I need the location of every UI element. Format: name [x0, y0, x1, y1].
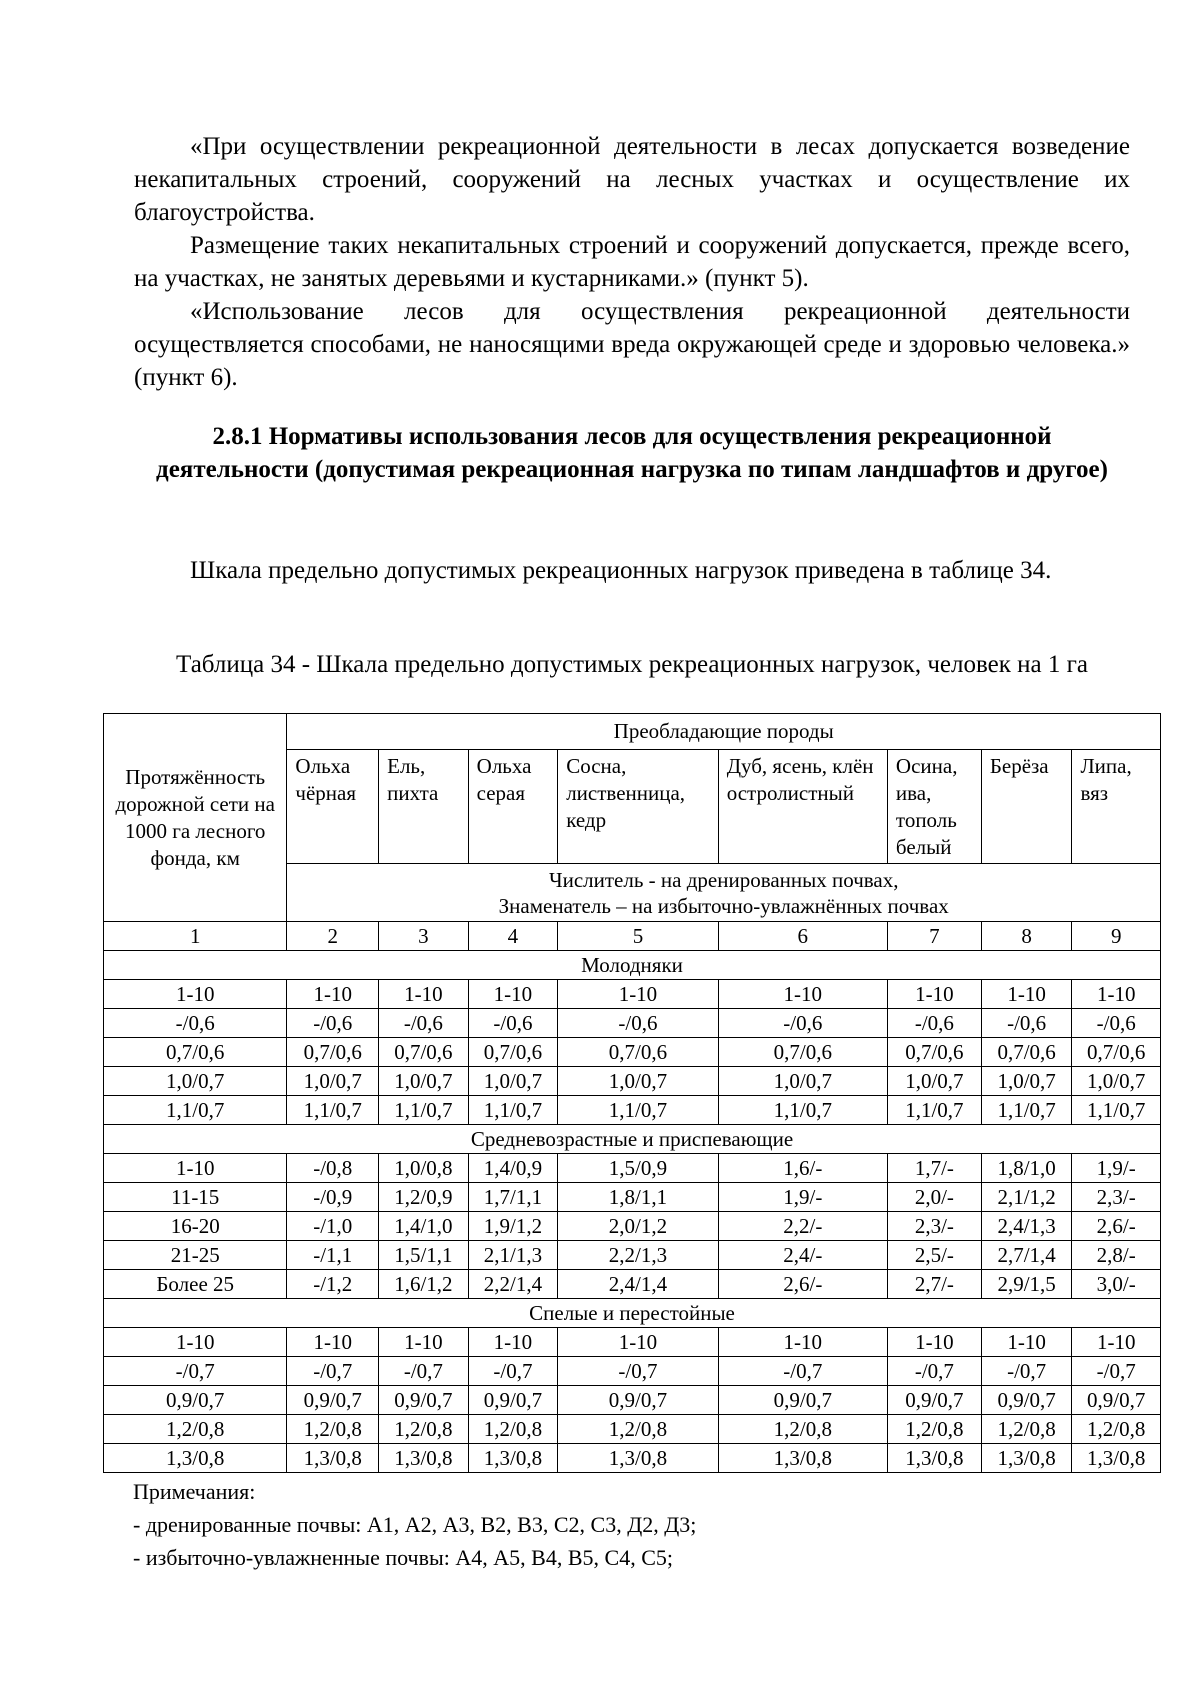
column-number: 9: [1072, 922, 1161, 951]
load-value-cell: 1,2/0,8: [718, 1415, 887, 1444]
load-value-cell: 1,2/0,8: [887, 1415, 981, 1444]
load-value-cell: -/0,6: [718, 1009, 887, 1038]
load-value-cell: 1-10: [558, 1328, 719, 1357]
column-number: 1: [104, 922, 287, 951]
load-value-cell: 1,3/0,8: [1072, 1444, 1161, 1473]
load-value-cell: 1-10: [1072, 980, 1161, 1009]
load-value-cell: -/1,0: [287, 1212, 379, 1241]
road-density-cell: 21-25: [104, 1241, 287, 1270]
load-value-cell: 1,0/0,7: [468, 1067, 558, 1096]
section-title: Средневозрастные и приспевающие: [104, 1125, 1161, 1154]
load-value-cell: 1,2/0,8: [379, 1415, 469, 1444]
load-value-cell: 0,7/0,6: [287, 1038, 379, 1067]
stub-header: Протяжённость дорожной сети на 1000 га лесного фонда, км: [104, 714, 287, 922]
load-value-cell: 1,1/0,7: [981, 1096, 1072, 1125]
load-value-cell: 2,3/-: [887, 1212, 981, 1241]
table-row: [104, 1328, 1161, 1357]
load-value-cell: -/0,7: [468, 1357, 558, 1386]
section-title: Молодняки: [104, 951, 1161, 980]
load-value-cell: -/0,7: [1072, 1357, 1161, 1386]
load-value-cell: 1-10: [468, 1328, 558, 1357]
load-value-cell: 0,7/0,6: [981, 1038, 1072, 1067]
notes-title: Примечания:: [133, 1479, 256, 1504]
table-row: [104, 1444, 1161, 1473]
road-density-cell: 1-10: [104, 1154, 287, 1183]
load-value-cell: -/0,7: [981, 1357, 1072, 1386]
load-value-cell: 0,9/0,7: [558, 1386, 719, 1415]
species-header: Сосна, лиственница, кедр: [558, 750, 719, 864]
load-value-cell: 2,7/1,4: [981, 1241, 1072, 1270]
road-density-cell: 1,2/0,8: [104, 1415, 287, 1444]
load-value-cell: 1-10: [558, 980, 719, 1009]
section-row: [104, 1125, 1161, 1154]
load-value-cell: 1-10: [981, 1328, 1072, 1357]
load-value-cell: 1,4/1,0: [379, 1212, 469, 1241]
load-value-cell: 2,4/-: [718, 1241, 887, 1270]
table-row: [104, 1009, 1161, 1038]
load-value-cell: 1,3/0,8: [287, 1444, 379, 1473]
load-value-cell: -/0,6: [468, 1009, 558, 1038]
road-density-cell: 1-10: [104, 980, 287, 1009]
load-value-cell: 1,0/0,7: [981, 1067, 1072, 1096]
load-value-cell: -/1,2: [287, 1270, 379, 1299]
load-value-cell: 2,7/-: [887, 1270, 981, 1299]
load-value-cell: 1,5/0,9: [558, 1154, 719, 1183]
load-value-cell: 1,6/-: [718, 1154, 887, 1183]
legend-denominator: Знаменатель – на избыточно-увлажнённых почвах: [498, 893, 949, 918]
species-header: Ольха чёрная: [287, 750, 379, 864]
road-density-cell: -/0,6: [104, 1009, 287, 1038]
load-value-cell: -/0,7: [558, 1357, 719, 1386]
paragraph-2: Размещение таких некапитальных строений и сооружений допускается, прежде всего, на участках, не занятых деревьями и кустарниками.» (пункт 5).: [134, 232, 1130, 292]
table-row: [104, 1212, 1161, 1241]
table-row: [104, 1415, 1161, 1444]
table-row: [104, 1357, 1161, 1386]
load-value-cell: 0,7/0,6: [468, 1038, 558, 1067]
load-value-cell: 1-10: [287, 980, 379, 1009]
load-value-cell: 1-10: [718, 980, 887, 1009]
legend-numerator: Числитель - на дренированных почвах,: [548, 867, 899, 892]
load-value-cell: 1,5/1,1: [379, 1241, 469, 1270]
column-number: 8: [981, 922, 1072, 951]
load-value-cell: 1,0/0,7: [1072, 1067, 1161, 1096]
load-value-cell: -/0,9: [287, 1183, 379, 1212]
road-density-cell: 1,0/0,7: [104, 1067, 287, 1096]
load-value-cell: 1-10: [379, 980, 469, 1009]
load-value-cell: 1-10: [1072, 1328, 1161, 1357]
column-number: 5: [558, 922, 719, 951]
load-value-cell: -/0,8: [287, 1154, 379, 1183]
load-value-cell: 2,5/-: [887, 1241, 981, 1270]
note-item: - дренированные почвы: А1, А2, А3, В2, В3, С2, С3, Д2, Д3;: [133, 1512, 697, 1537]
road-density-cell: -/0,7: [104, 1357, 287, 1386]
load-value-cell: 1,0/0,7: [718, 1067, 887, 1096]
load-value-cell: 1,8/1,1: [558, 1183, 719, 1212]
species-header: Берёза: [981, 750, 1072, 864]
load-value-cell: 1,2/0,8: [981, 1415, 1072, 1444]
load-value-cell: 0,9/0,7: [379, 1386, 469, 1415]
load-value-cell: 1,1/0,7: [558, 1096, 719, 1125]
load-value-cell: -/0,6: [1072, 1009, 1161, 1038]
load-value-cell: 1,9/-: [1072, 1154, 1161, 1183]
load-value-cell: 1,1/0,7: [379, 1096, 469, 1125]
column-number: 7: [887, 922, 981, 951]
section-row: [104, 951, 1161, 980]
load-value-cell: 2,2/1,4: [468, 1270, 558, 1299]
load-value-cell: 0,7/0,6: [718, 1038, 887, 1067]
load-value-cell: 2,6/-: [718, 1270, 887, 1299]
load-value-cell: 1,3/0,8: [981, 1444, 1072, 1473]
paragraph-1: «При осуществлении рекреационной деятельности в лесах допускается возведение некапитальных строений, сооружений на лесных участках и осуществление их благоустройства.: [134, 133, 1130, 226]
load-value-cell: 2,2/1,3: [558, 1241, 719, 1270]
load-value-cell: 1,3/0,8: [718, 1444, 887, 1473]
load-value-cell: 1,3/0,8: [379, 1444, 469, 1473]
load-value-cell: -/0,7: [379, 1357, 469, 1386]
table-caption: Таблица 34 - Шкала предельно допустимых рекреационных нагрузок, человек на 1 га: [176, 651, 1088, 678]
load-value-cell: 1-10: [887, 980, 981, 1009]
load-value-cell: 3,0/-: [1072, 1270, 1161, 1299]
load-value-cell: 2,0/1,2: [558, 1212, 719, 1241]
table-body: [104, 714, 1161, 1473]
column-number: 6: [718, 922, 887, 951]
section-heading: 2.8.1 Нормативы использования лесов для осуществления рекреационной деятельности (допустимая рекреационная нагрузка по типам ландшафтов и другое): [156, 423, 1108, 483]
load-value-cell: 0,9/0,7: [887, 1386, 981, 1415]
column-number: 3: [379, 922, 469, 951]
load-value-cell: 1,6/1,2: [379, 1270, 469, 1299]
load-value-cell: 1,8/1,0: [981, 1154, 1072, 1183]
load-value-cell: 0,9/0,7: [981, 1386, 1072, 1415]
load-value-cell: -/0,6: [981, 1009, 1072, 1038]
section-title: Спелые и перестойные: [104, 1299, 1161, 1328]
load-value-cell: 1,4/0,9: [468, 1154, 558, 1183]
section-row: [104, 1299, 1161, 1328]
load-value-cell: 1-10: [887, 1328, 981, 1357]
column-number-row: [104, 922, 1161, 951]
load-value-cell: 1,3/0,8: [887, 1444, 981, 1473]
load-value-cell: 1,2/0,8: [1072, 1415, 1161, 1444]
species-header: Осина, ива, тополь белый: [887, 750, 981, 864]
load-value-cell: 1,7/1,1: [468, 1183, 558, 1212]
load-value-cell: 1,3/0,8: [558, 1444, 719, 1473]
load-value-cell: 1,2/0,8: [558, 1415, 719, 1444]
road-density-cell: 16-20: [104, 1212, 287, 1241]
table-row: [104, 1067, 1161, 1096]
load-value-cell: 1,2/0,8: [287, 1415, 379, 1444]
species-header: Липа, вяз: [1072, 750, 1161, 864]
load-value-cell: 0,7/0,6: [379, 1038, 469, 1067]
load-value-cell: 1-10: [468, 980, 558, 1009]
group-header: Преобладающие породы: [287, 714, 1161, 750]
road-density-cell: 1,3/0,8: [104, 1444, 287, 1473]
load-value-cell: 1,0/0,7: [287, 1067, 379, 1096]
load-value-cell: -/0,6: [558, 1009, 719, 1038]
load-value-cell: 0,7/0,6: [887, 1038, 981, 1067]
table-row: [104, 1386, 1161, 1415]
load-value-cell: 1,1/0,7: [1072, 1096, 1161, 1125]
road-density-cell: 11-15: [104, 1183, 287, 1212]
table-row: [104, 1241, 1161, 1270]
notes-block: [133, 1475, 696, 1574]
load-value-cell: -/0,6: [287, 1009, 379, 1038]
load-value-cell: 2,4/1,3: [981, 1212, 1072, 1241]
load-value-cell: 1,0/0,7: [379, 1067, 469, 1096]
load-value-cell: 1,0/0,7: [887, 1067, 981, 1096]
load-value-cell: 1,1/0,7: [718, 1096, 887, 1125]
table-row: [104, 980, 1161, 1009]
recreation-load-table: [103, 713, 1161, 1473]
load-value-cell: 2,6/-: [1072, 1212, 1161, 1241]
road-density-cell: 1-10: [104, 1328, 287, 1357]
load-value-cell: 2,1/1,3: [468, 1241, 558, 1270]
column-number: 4: [468, 922, 558, 951]
load-value-cell: 1,3/0,8: [468, 1444, 558, 1473]
road-density-cell: 0,7/0,6: [104, 1038, 287, 1067]
column-number: 2: [287, 922, 379, 951]
load-value-cell: 0,9/0,7: [718, 1386, 887, 1415]
load-value-cell: 1,9/1,2: [468, 1212, 558, 1241]
load-value-cell: -/1,1: [287, 1241, 379, 1270]
paragraph-3: «Использование лесов для осуществления рекреационной деятельности осуществляется способами, не наносящими вреда окружающей среде и здоровью человека.» (пункт 6).: [134, 298, 1130, 391]
load-value-cell: 2,8/-: [1072, 1241, 1161, 1270]
species-header: Дуб, ясень, клён остролистный: [718, 750, 887, 864]
load-value-cell: 1,2/0,8: [468, 1415, 558, 1444]
load-value-cell: -/0,7: [887, 1357, 981, 1386]
load-value-cell: 2,1/1,2: [981, 1183, 1072, 1212]
load-value-cell: 1,0/0,7: [558, 1067, 719, 1096]
load-value-cell: 2,0/-: [887, 1183, 981, 1212]
table-row: [104, 1270, 1161, 1299]
load-value-cell: 1,1/0,7: [468, 1096, 558, 1125]
load-value-cell: 2,2/-: [718, 1212, 887, 1241]
load-value-cell: 1,0/0,8: [379, 1154, 469, 1183]
load-value-cell: 1-10: [379, 1328, 469, 1357]
species-header: Ольха серая: [468, 750, 558, 864]
table-row: [104, 1183, 1161, 1212]
species-header: Ель, пихта: [379, 750, 469, 864]
table-row: [104, 1154, 1161, 1183]
load-value-cell: 2,9/1,5: [981, 1270, 1072, 1299]
load-value-cell: -/0,7: [718, 1357, 887, 1386]
load-value-cell: 1,2/0,9: [379, 1183, 469, 1212]
load-value-cell: -/0,6: [379, 1009, 469, 1038]
load-value-cell: 1-10: [287, 1328, 379, 1357]
load-value-cell: 2,3/-: [1072, 1183, 1161, 1212]
load-value-cell: 0,7/0,6: [558, 1038, 719, 1067]
load-value-cell: 0,9/0,7: [1072, 1386, 1161, 1415]
load-value-cell: -/0,7: [287, 1357, 379, 1386]
load-value-cell: 1-10: [981, 980, 1072, 1009]
intro-paragraph: Шкала предельно допустимых рекреационных нагрузок приведена в таблице 34.: [190, 557, 1052, 584]
legend-cell: [287, 864, 1161, 922]
load-value-cell: -/0,6: [887, 1009, 981, 1038]
load-value-cell: 1,9/-: [718, 1183, 887, 1212]
table-row: [104, 1096, 1161, 1125]
road-density-cell: Более 25: [104, 1270, 287, 1299]
load-value-cell: 0,7/0,6: [1072, 1038, 1161, 1067]
load-value-cell: 0,9/0,7: [468, 1386, 558, 1415]
load-value-cell: 2,4/1,4: [558, 1270, 719, 1299]
road-density-cell: 1,1/0,7: [104, 1096, 287, 1125]
note-item: - избыточно-увлажненные почвы: А4, А5, В4, В5, С4, С5;: [133, 1545, 673, 1570]
load-value-cell: 1,7/-: [887, 1154, 981, 1183]
load-value-cell: 1,1/0,7: [887, 1096, 981, 1125]
load-value-cell: 1,1/0,7: [287, 1096, 379, 1125]
load-value-cell: 0,9/0,7: [287, 1386, 379, 1415]
load-value-cell: 1-10: [718, 1328, 887, 1357]
table-row: [104, 1038, 1161, 1067]
road-density-cell: 0,9/0,7: [104, 1386, 287, 1415]
